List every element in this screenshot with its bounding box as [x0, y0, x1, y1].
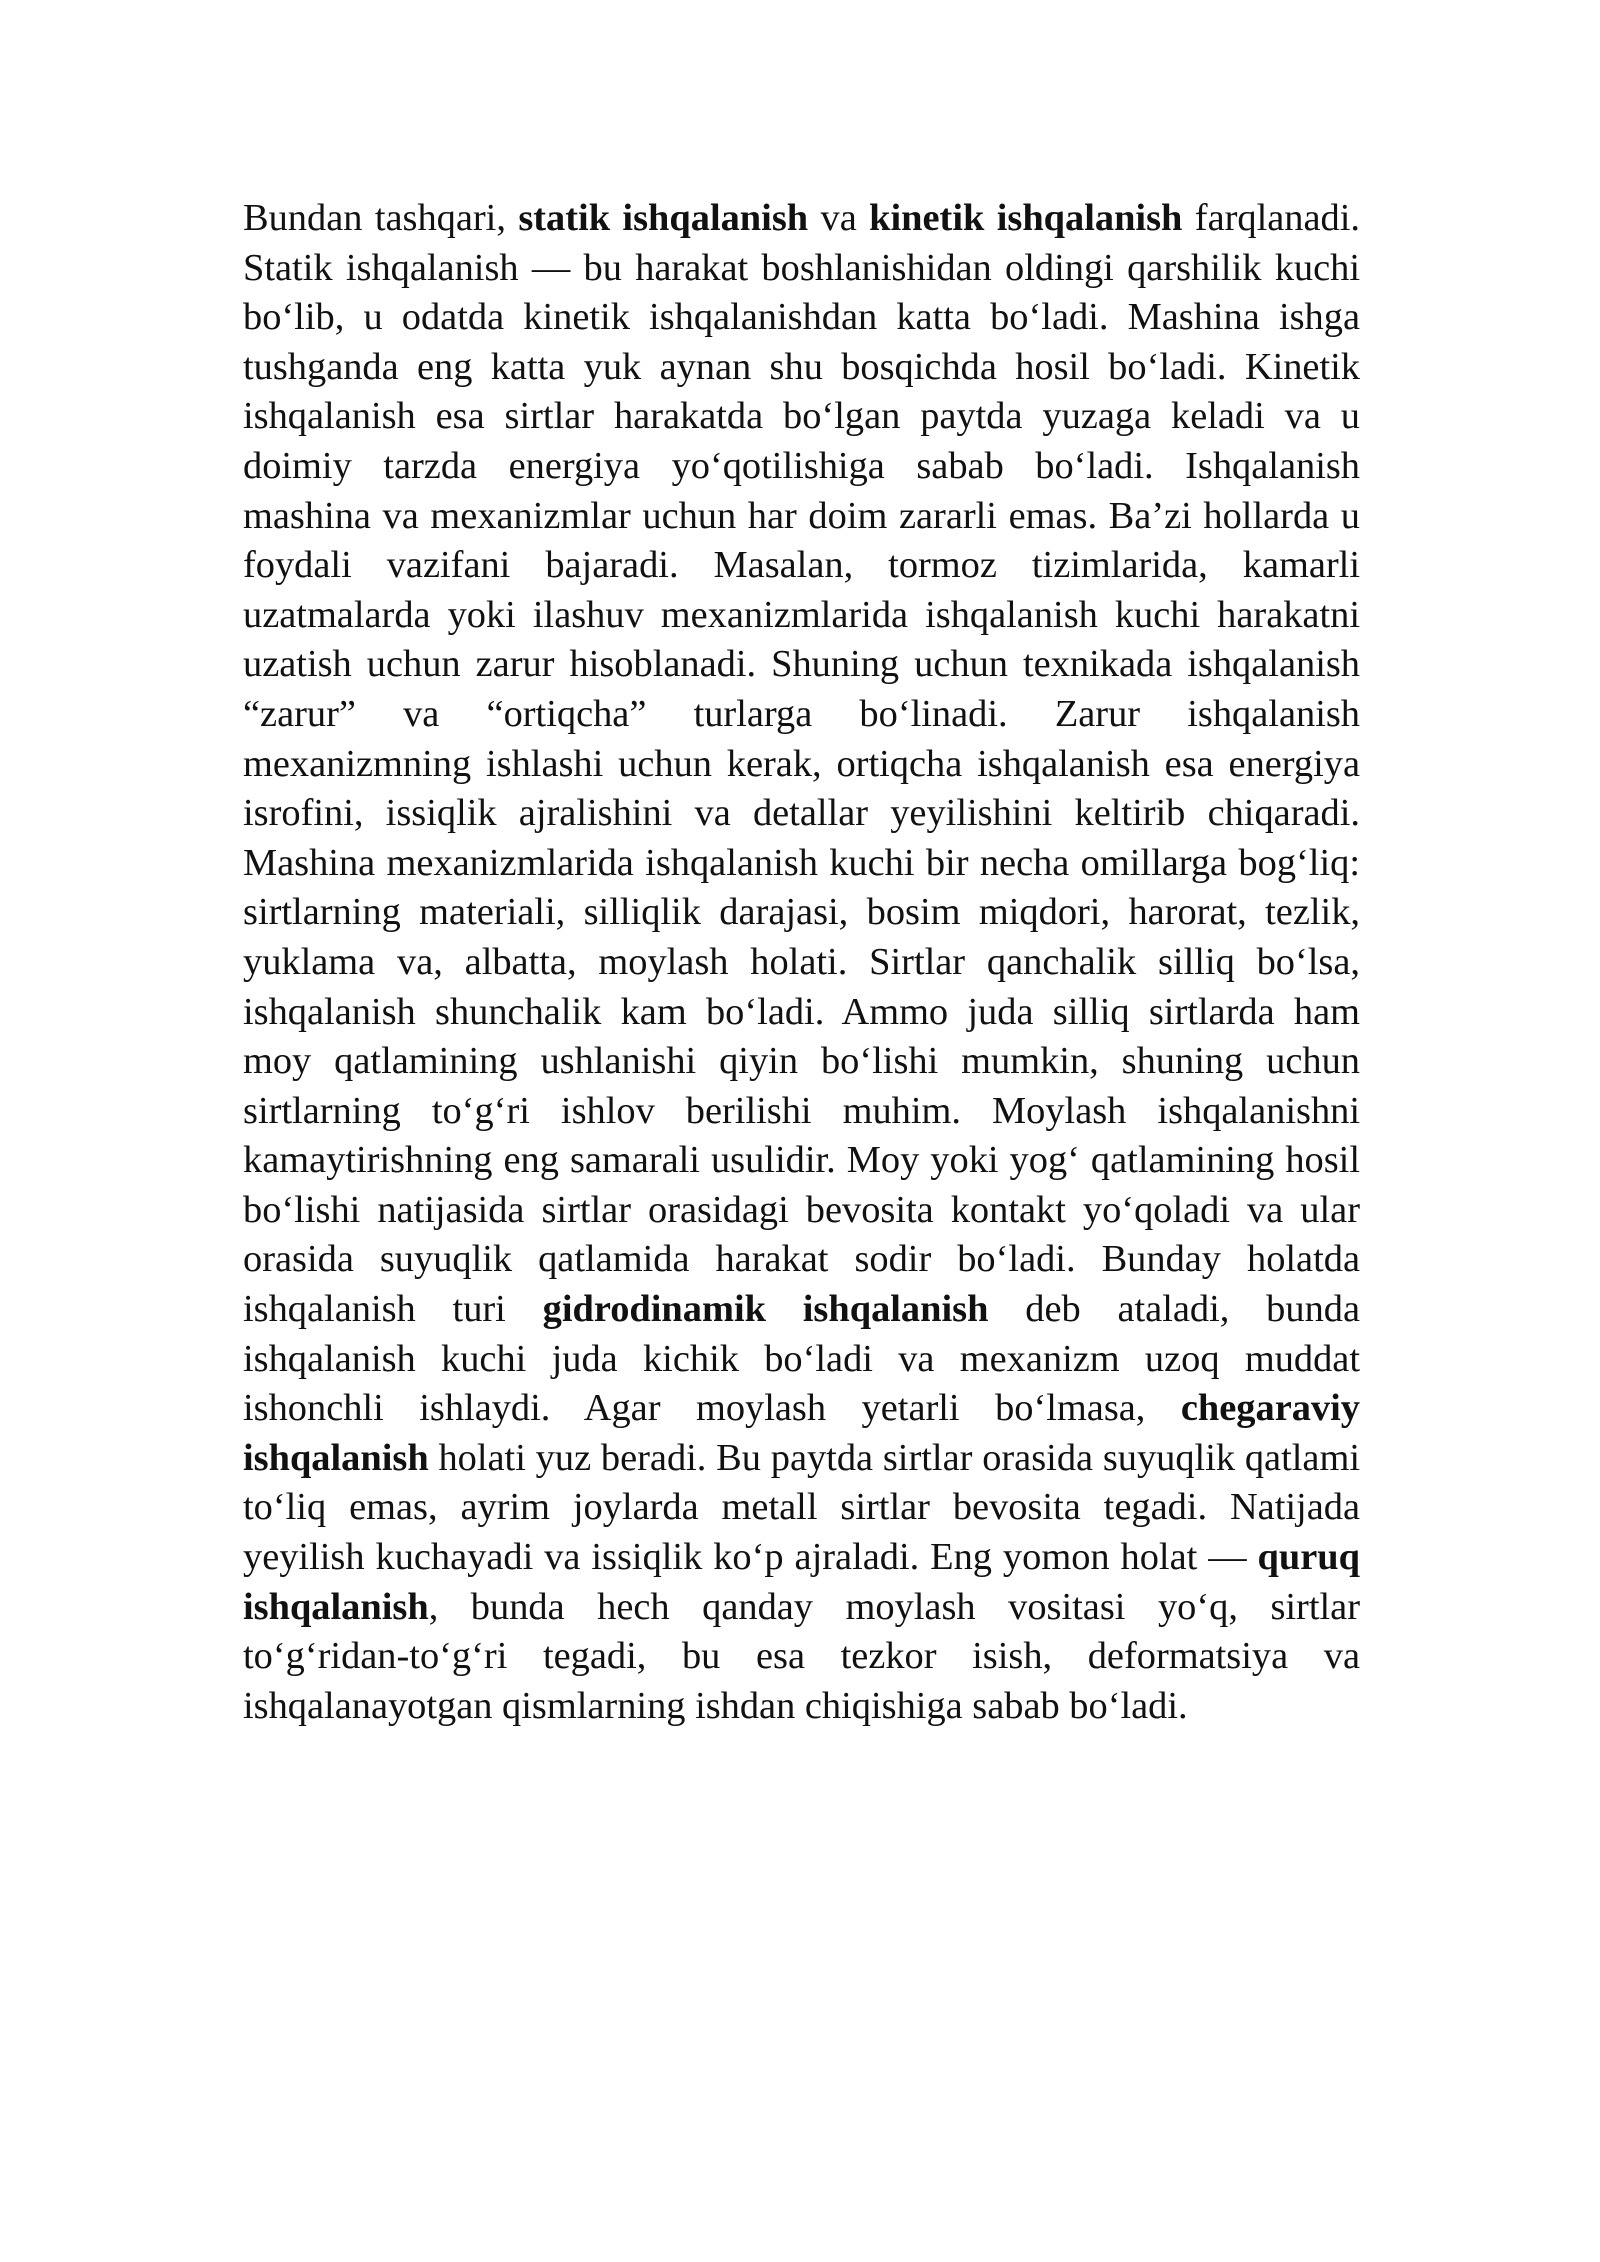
text-run: farqlanadi. Statik ishqalanish — bu harakat boshlanishidan oldingi qarshilik kuchi bo‘lib, u odatda kinetik ishqalanishdan katta bo‘ladi. Mashina ishga tushganda eng katta yuk aynan shu bosqichda hosil bo‘ladi. Kinetik ishqalanish esa sirtlar harakatda bo‘lgan paytda yuzaga keladi va u doimiy tarzda energiya yo‘qotilishiga sabab bo‘ladi. Ishqalanish mashina va mexanizmlar uchun har doim zararli emas. Ba’zi hollarda u foydali vazifani bajaradi. Masalan, tormoz tizimlarida, kamarli uzatmalarda yoki ilashuv mexanizmlarida ishqalanish kuchi harakatni uzatish uchun zarur hisoblanadi. Shuning uchun texnikada ishqalanish “zarur” va “ortiqcha” turlarga bo‘linadi. Zarur ishqalanish mexanizmning ishlashi uchun kerak, ortiqcha ishqalanish esa energiya isrofini, issiqlik ajralishini va detallar yeyilishini keltirib chiqaradi. Mashina mexanizmlarida ishqalanish kuchi bir necha omillarga bog‘liq: sirtlarning materiali, silliqlik darajasi, bosim miqdori, harorat, tezlik, yuklama va, albatta, moylash holati. Sirtlar qanchalik silliq bo‘lsa, ishqalanish shunchalik kam bo‘ladi. Ammo juda silliq sirtlarda ham moy qatlamining ushlanishi qiyin bo‘lishi mumkin, shuning uchun sirtlarning to‘g‘ri ishlov berilishi muhim. Moylash ishqalanishni kamaytirishning eng samarali usulidir. Moy yoki yog‘ qatlamining hosil bo‘lishi natijasida sirtlar orasidagi bevosita kontakt yo‘qoladi va ular orasida suyuqlik qatlamida harakat sodir bo‘ladi. Bunday holatda ishqalanish turi [243, 197, 1360, 1331]
bold-term-chegaraviy-ishqalanish: chegaraviy ishqalanish [243, 1387, 1360, 1479]
text-run: holati yuz beradi. Bu paytda sirtlar orasida suyuqlik qatlami to‘liq emas, ayrim joylarda metall sirtlar bevosita tegadi. Natijada yeyilish kuchayadi va issiqlik ko‘p ajraladi. Eng yomon holat — [243, 1436, 1360, 1579]
body-paragraph [243, 194, 1360, 1731]
text-run: va [808, 197, 870, 239]
bold-term-kinetik-ishqalanish: kinetik ishqalanish [869, 197, 1183, 239]
text-run: Bundan tashqari, [243, 197, 519, 239]
text-run: deb ataladi, bunda ishqalanish kuchi juda kichik bo‘ladi va mexanizm uzoq muddat ishonchli ishlaydi. Agar moylash yetarli bo‘lmasa, [243, 1288, 1361, 1430]
bold-term-statik-ishqalanish: statik ishqalanish [518, 197, 809, 239]
bold-term-gidrodinamik-ishqalanish: gidrodinamik ishqalanish [542, 1288, 989, 1331]
bold-term-quruq-ishqalanish: quruq ishqalanish [243, 1536, 1360, 1628]
text-run: , bunda hech qanday moylash vositasi yo‘q, sirtlar to‘g‘ridan-to‘g‘ri tegadi, bu esa tezkor isish, deformatsiya va ishqalanayotgan qismlarning ishdan chiqishiga sabab bo‘ladi. [243, 1585, 1360, 1727]
